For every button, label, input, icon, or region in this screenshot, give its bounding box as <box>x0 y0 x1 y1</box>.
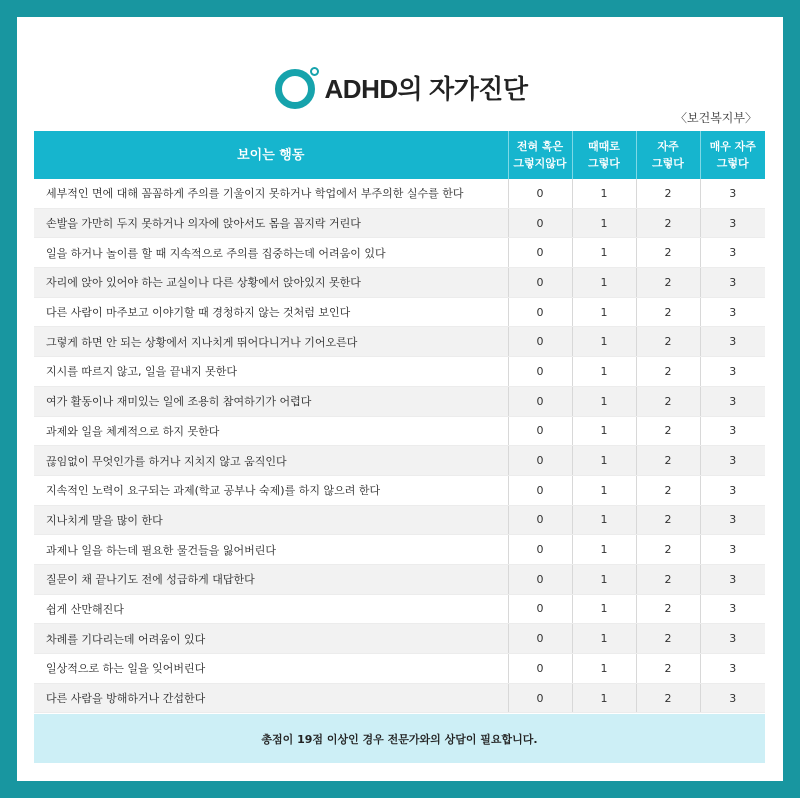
score-very-often-cell: 3 <box>700 238 765 268</box>
score-sometimes-cell: 1 <box>572 208 636 238</box>
score-never-cell: 0 <box>508 297 572 327</box>
score-often-cell: 2 <box>636 416 700 446</box>
score-sometimes-cell: 1 <box>572 238 636 268</box>
column-header-often: 자주 그렇다 <box>636 131 700 179</box>
table-row <box>34 535 765 565</box>
score-sometimes-cell: 1 <box>572 357 636 387</box>
page-header <box>17 65 783 109</box>
table-row <box>34 683 765 713</box>
score-never-cell: 0 <box>508 505 572 535</box>
table-row <box>34 624 765 654</box>
score-very-often-cell: 3 <box>700 416 765 446</box>
score-often-cell: 2 <box>636 208 700 238</box>
column-header-very-often: 매우 자주 그렇다 <box>700 131 765 179</box>
score-often-cell: 2 <box>636 624 700 654</box>
score-never-cell: 0 <box>508 446 572 476</box>
score-often-cell: 2 <box>636 654 700 684</box>
score-never-cell: 0 <box>508 475 572 505</box>
behavior-cell: 손발을 가만히 두지 못하거나 의자에 앉아서도 몸을 꼼지락 거린다 <box>34 208 508 238</box>
score-very-often-cell: 3 <box>700 357 765 387</box>
table-row <box>34 564 765 594</box>
score-often-cell: 2 <box>636 357 700 387</box>
table-row <box>34 357 765 387</box>
score-often-cell: 2 <box>636 594 700 624</box>
score-very-often-cell: 3 <box>700 475 765 505</box>
behavior-cell: 지시를 따르지 않고, 일을 끝내지 못한다 <box>34 357 508 387</box>
table-row <box>34 416 765 446</box>
score-very-often-cell: 3 <box>700 268 765 298</box>
score-never-cell: 0 <box>508 594 572 624</box>
score-sometimes-cell: 1 <box>572 624 636 654</box>
score-very-often-cell: 3 <box>700 594 765 624</box>
score-never-cell: 0 <box>508 416 572 446</box>
behavior-cell: 일을 하거나 놀이를 할 때 지속적으로 주의를 집중하는데 어려움이 있다 <box>34 238 508 268</box>
table-body <box>34 179 765 713</box>
score-often-cell: 2 <box>636 564 700 594</box>
ring-logo-icon <box>273 65 319 109</box>
score-often-cell: 2 <box>636 386 700 416</box>
score-never-cell: 0 <box>508 357 572 387</box>
score-very-often-cell: 3 <box>700 446 765 476</box>
score-sometimes-cell: 1 <box>572 416 636 446</box>
table-row <box>34 268 765 298</box>
footer-notice <box>34 714 765 763</box>
score-very-often-cell: 3 <box>700 297 765 327</box>
score-very-often-cell: 3 <box>700 386 765 416</box>
score-sometimes-cell: 1 <box>572 327 636 357</box>
score-sometimes-cell: 1 <box>572 179 636 208</box>
score-often-cell: 2 <box>636 268 700 298</box>
behavior-cell: 과제와 일을 체계적으로 하지 못한다 <box>34 416 508 446</box>
table-row <box>34 238 765 268</box>
behavior-cell: 세부적인 면에 대해 꼼꼼하게 주의를 기울이지 못하거나 학업에서 부주의한 실수를 한다 <box>34 179 508 208</box>
score-often-cell: 2 <box>636 475 700 505</box>
score-often-cell: 2 <box>636 327 700 357</box>
score-very-often-cell: 3 <box>700 535 765 565</box>
table-row <box>34 505 765 535</box>
behavior-cell: 쉽게 산만해진다 <box>34 594 508 624</box>
table-row <box>34 297 765 327</box>
behavior-cell: 일상적으로 하는 일을 잊어버린다 <box>34 654 508 684</box>
score-sometimes-cell: 1 <box>572 654 636 684</box>
score-never-cell: 0 <box>508 535 572 565</box>
table-row <box>34 475 765 505</box>
table-row <box>34 327 765 357</box>
score-often-cell: 2 <box>636 297 700 327</box>
column-header-never: 전혀 혹은 그렇지않다 <box>508 131 572 179</box>
score-sometimes-cell: 1 <box>572 446 636 476</box>
score-sometimes-cell: 1 <box>572 535 636 565</box>
table-header-row <box>34 131 765 179</box>
footer-text: 총점이 19점 이상인 경우 전문가와의 상담이 필요합니다. <box>261 732 538 746</box>
table-row <box>34 446 765 476</box>
score-often-cell: 2 <box>636 238 700 268</box>
table-row <box>34 654 765 684</box>
score-never-cell: 0 <box>508 179 572 208</box>
score-sometimes-cell: 1 <box>572 475 636 505</box>
score-often-cell: 2 <box>636 179 700 208</box>
score-never-cell: 0 <box>508 386 572 416</box>
score-never-cell: 0 <box>508 327 572 357</box>
behavior-cell: 차례를 기다리는데 어려움이 있다 <box>34 624 508 654</box>
score-sometimes-cell: 1 <box>572 594 636 624</box>
table-row <box>34 179 765 208</box>
score-never-cell: 0 <box>508 654 572 684</box>
score-never-cell: 0 <box>508 238 572 268</box>
score-never-cell: 0 <box>508 268 572 298</box>
score-very-often-cell: 3 <box>700 624 765 654</box>
behavior-cell: 그렇게 하면 안 되는 상황에서 지나치게 뛰어다니거나 기어오른다 <box>34 327 508 357</box>
table-row <box>34 594 765 624</box>
score-often-cell: 2 <box>636 683 700 713</box>
self-diagnosis-table <box>34 131 765 713</box>
document-card <box>17 17 783 781</box>
score-very-often-cell: 3 <box>700 654 765 684</box>
behavior-cell: 질문이 채 끝나기도 전에 성급하게 대답한다 <box>34 564 508 594</box>
behavior-cell: 지나치게 말을 많이 한다 <box>34 505 508 535</box>
score-often-cell: 2 <box>636 505 700 535</box>
score-very-often-cell: 3 <box>700 505 765 535</box>
behavior-cell: 다른 사람을 방해하거나 간섭한다 <box>34 683 508 713</box>
behavior-cell: 다른 사람이 마주보고 이야기할 때 경청하지 않는 것처럼 보인다 <box>34 297 508 327</box>
column-header-sometimes: 때때로 그렇다 <box>572 131 636 179</box>
score-very-often-cell: 3 <box>700 564 765 594</box>
source-label: 〈보건복지부〉 <box>675 111 757 125</box>
table-row <box>34 386 765 416</box>
behavior-cell: 자리에 앉아 있어야 하는 교실이나 다른 상황에서 앉아있지 못한다 <box>34 268 508 298</box>
score-often-cell: 2 <box>636 535 700 565</box>
behavior-cell: 끊임없이 무엇인가를 하거나 지치지 않고 움직인다 <box>34 446 508 476</box>
table-row <box>34 208 765 238</box>
score-sometimes-cell: 1 <box>572 505 636 535</box>
column-header-behavior: 보이는 행동 <box>34 131 508 179</box>
score-never-cell: 0 <box>508 564 572 594</box>
score-sometimes-cell: 1 <box>572 268 636 298</box>
behavior-cell: 여가 활동이나 재미있는 일에 조용히 참여하기가 어렵다 <box>34 386 508 416</box>
score-sometimes-cell: 1 <box>572 386 636 416</box>
behavior-cell: 과제나 일을 하는데 필요한 물건들을 잃어버린다 <box>34 535 508 565</box>
score-very-often-cell: 3 <box>700 327 765 357</box>
score-often-cell: 2 <box>636 446 700 476</box>
behavior-cell: 지속적인 노력이 요구되는 과제(학교 공부나 숙제)를 하지 않으려 한다 <box>34 475 508 505</box>
score-very-often-cell: 3 <box>700 208 765 238</box>
score-very-often-cell: 3 <box>700 179 765 208</box>
score-never-cell: 0 <box>508 208 572 238</box>
score-never-cell: 0 <box>508 624 572 654</box>
score-very-often-cell: 3 <box>700 683 765 713</box>
score-sometimes-cell: 1 <box>572 297 636 327</box>
score-never-cell: 0 <box>508 683 572 713</box>
score-sometimes-cell: 1 <box>572 683 636 713</box>
score-sometimes-cell: 1 <box>572 564 636 594</box>
page-title: ADHD의 자가진단 <box>324 73 528 104</box>
